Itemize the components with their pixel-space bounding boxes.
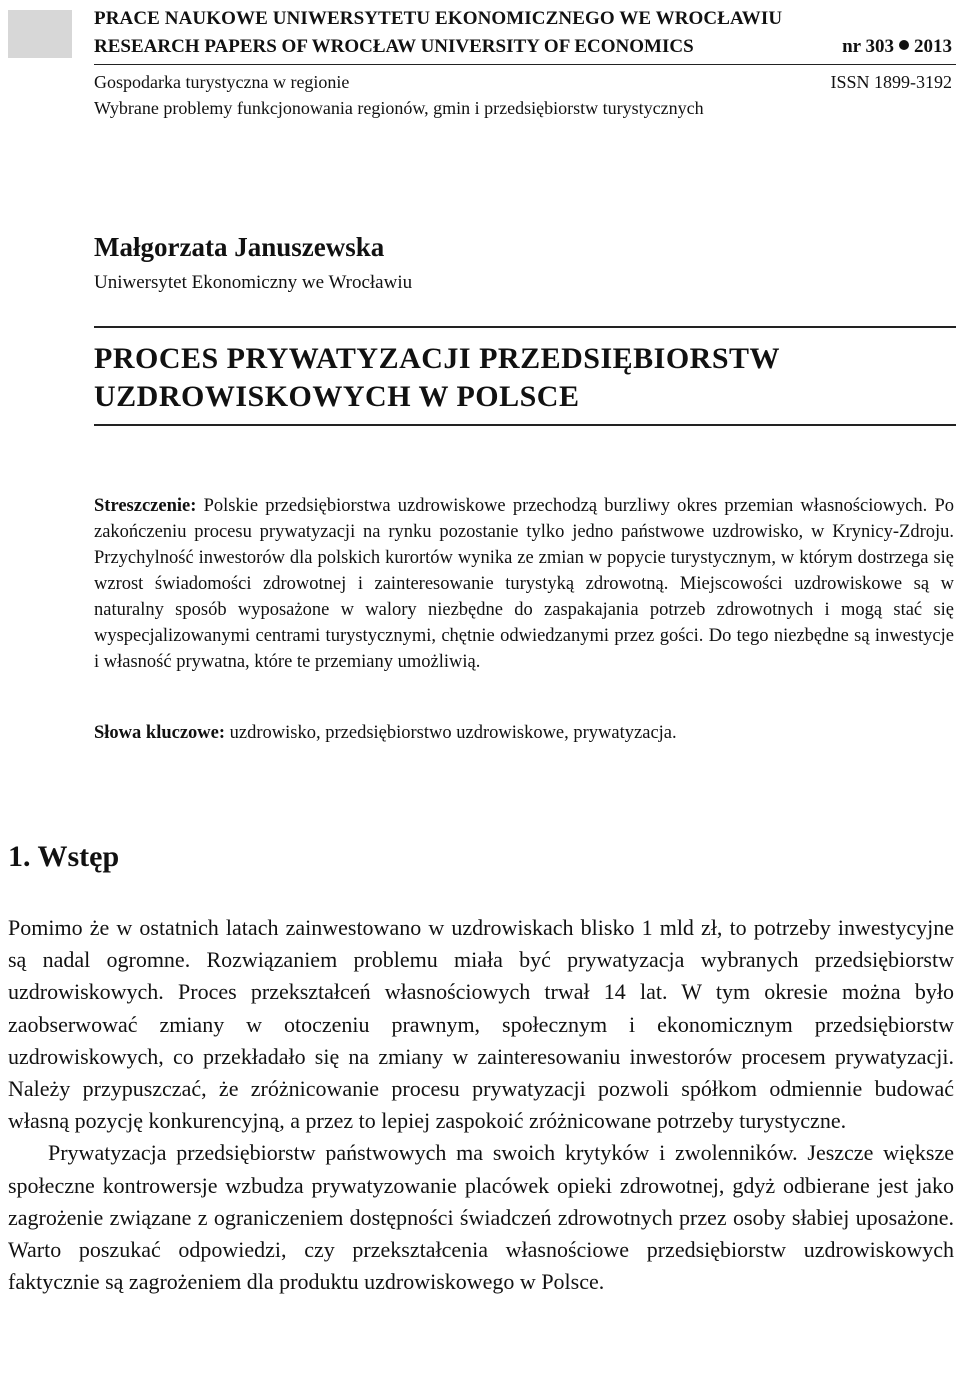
article-title-line2: UZDROWISKOWYCH W POLSCE xyxy=(94,380,580,413)
author-affiliation: Uniwersytet Ekonomiczny we Wrocławiu xyxy=(94,272,413,293)
issue-info xyxy=(842,36,952,58)
issn: ISSN 1899-3192 xyxy=(830,72,952,92)
issue-year: 2013 xyxy=(914,36,952,57)
issue-number: nr 303 xyxy=(842,36,894,57)
author-name: Małgorzata Januszewska xyxy=(94,232,385,262)
journal-title-english-row xyxy=(94,36,952,58)
header-divider xyxy=(94,64,956,65)
bullet-dot-icon xyxy=(899,40,909,50)
abstract-label: Streszczenie: xyxy=(94,496,197,516)
abstract xyxy=(94,493,954,675)
keywords-label: Słowa kluczowe: xyxy=(94,723,226,743)
title-rule-top xyxy=(94,326,956,328)
journal-title-polish: PRACE NAUKOWE UNIWERSYTETU EKONOMICZNEGO WE WROCŁAWIU xyxy=(94,8,783,29)
title-rule-bottom xyxy=(94,424,956,426)
body-paragraph-2: Prywatyzacja przedsiębiorstw państwowych ma swoich krytyków i zwolenników. Jeszcze większe społeczne kontrowersje wzbudza prywatyzowanie placówek opieki zdrowotnej, gdyż odbierane jest jako zagrożenie związane z ograniczeniem dostępności świadczeń zdrowotnych przez osoby słabiej uposażone. Warto poszukać odpowiedzi, czy przekształcenia własnościowe przedsiębiorstw uzdrowiskowych faktycznie są zagrożeniem dla produktu uzdrowiskowego w Polsce. xyxy=(8,1140,954,1295)
abstract-text: Polskie przedsiębiorstwa uzdrowiskowe przechodzą burzliwy okres przemian własnościowych. Po zakończeniu procesu prywatyzacji na rynku pozostanie tylko jedno państwowe uzdrowisko, w Krynicy-Zdroju. Przychylność inwestorów dla polskich kurortów wynika ze zmian w popycie turystycznym, w którym dostrzega się wzrost świadomości zdrowotnej i zainteresowanie turystyką zdrowotną. Miejscowości uzdrowiskowe są w naturalny sposób wyposażone w walory niezbędne do zaspakajania potrzeb zdrowotnych i mogą stać się wyspecjalizowanymi centrami turystycznymi, chętnie odwiedzanymi przez gości. Do tego niezbędne są inwestycje i własność prywatna, które te przemiany umożliwią. xyxy=(94,496,955,672)
article-title-line1: PROCES PRYWATYZACJI PRZEDSIĘBIORSTW xyxy=(94,342,781,375)
journal-logo-box xyxy=(8,10,72,58)
section-heading: 1. Wstęp xyxy=(8,840,120,873)
body-paragraph-1: Pomimo że w ostatnich latach zainwestowano w uzdrowiskach blisko 1 mld zł, to potrzeby inwestycyjne są nadal ogromne. Rozwiązaniem problemu miała być prywatyzacja wybranych przedsiębiorstw uzdrowiskowych. Proces przekształceń własnościowych trwał 14 lat. W tym okresie można było zaobserwować zmiany w otoczeniu prawnym, społecznym i ekonomicznym przedsiębiorstw uzdrowiskowych, co przekładało się na zmiany w zainteresowaniu inwestorów procesem prywatyzacji. Należy przypuszczać, że zróżnicowanie procesu prywatyzacji pozwoli spółkom odmiennie budować własną pozycję konkurencyjną, a przez to lepiej zaspokoić zróżnicowane potrzeby turystyczne. xyxy=(8,915,954,1134)
journal-title-english: RESEARCH PAPERS OF WROCŁAW UNIVERSITY OF ECONOMICS xyxy=(94,36,694,57)
section-body xyxy=(8,912,954,1298)
subseries-title: Wybrane problemy funkcjonowania regionów, gmin i przedsiębiorstw turystycznych xyxy=(94,98,704,118)
article-title xyxy=(94,340,780,416)
series-row xyxy=(94,72,952,93)
keywords-text: uzdrowisko, przedsiębiorstwo uzdrowiskowe, prywatyzacja. xyxy=(229,723,677,743)
keywords xyxy=(94,720,954,746)
series-title: Gospodarka turystyczna w regionie xyxy=(94,72,350,92)
